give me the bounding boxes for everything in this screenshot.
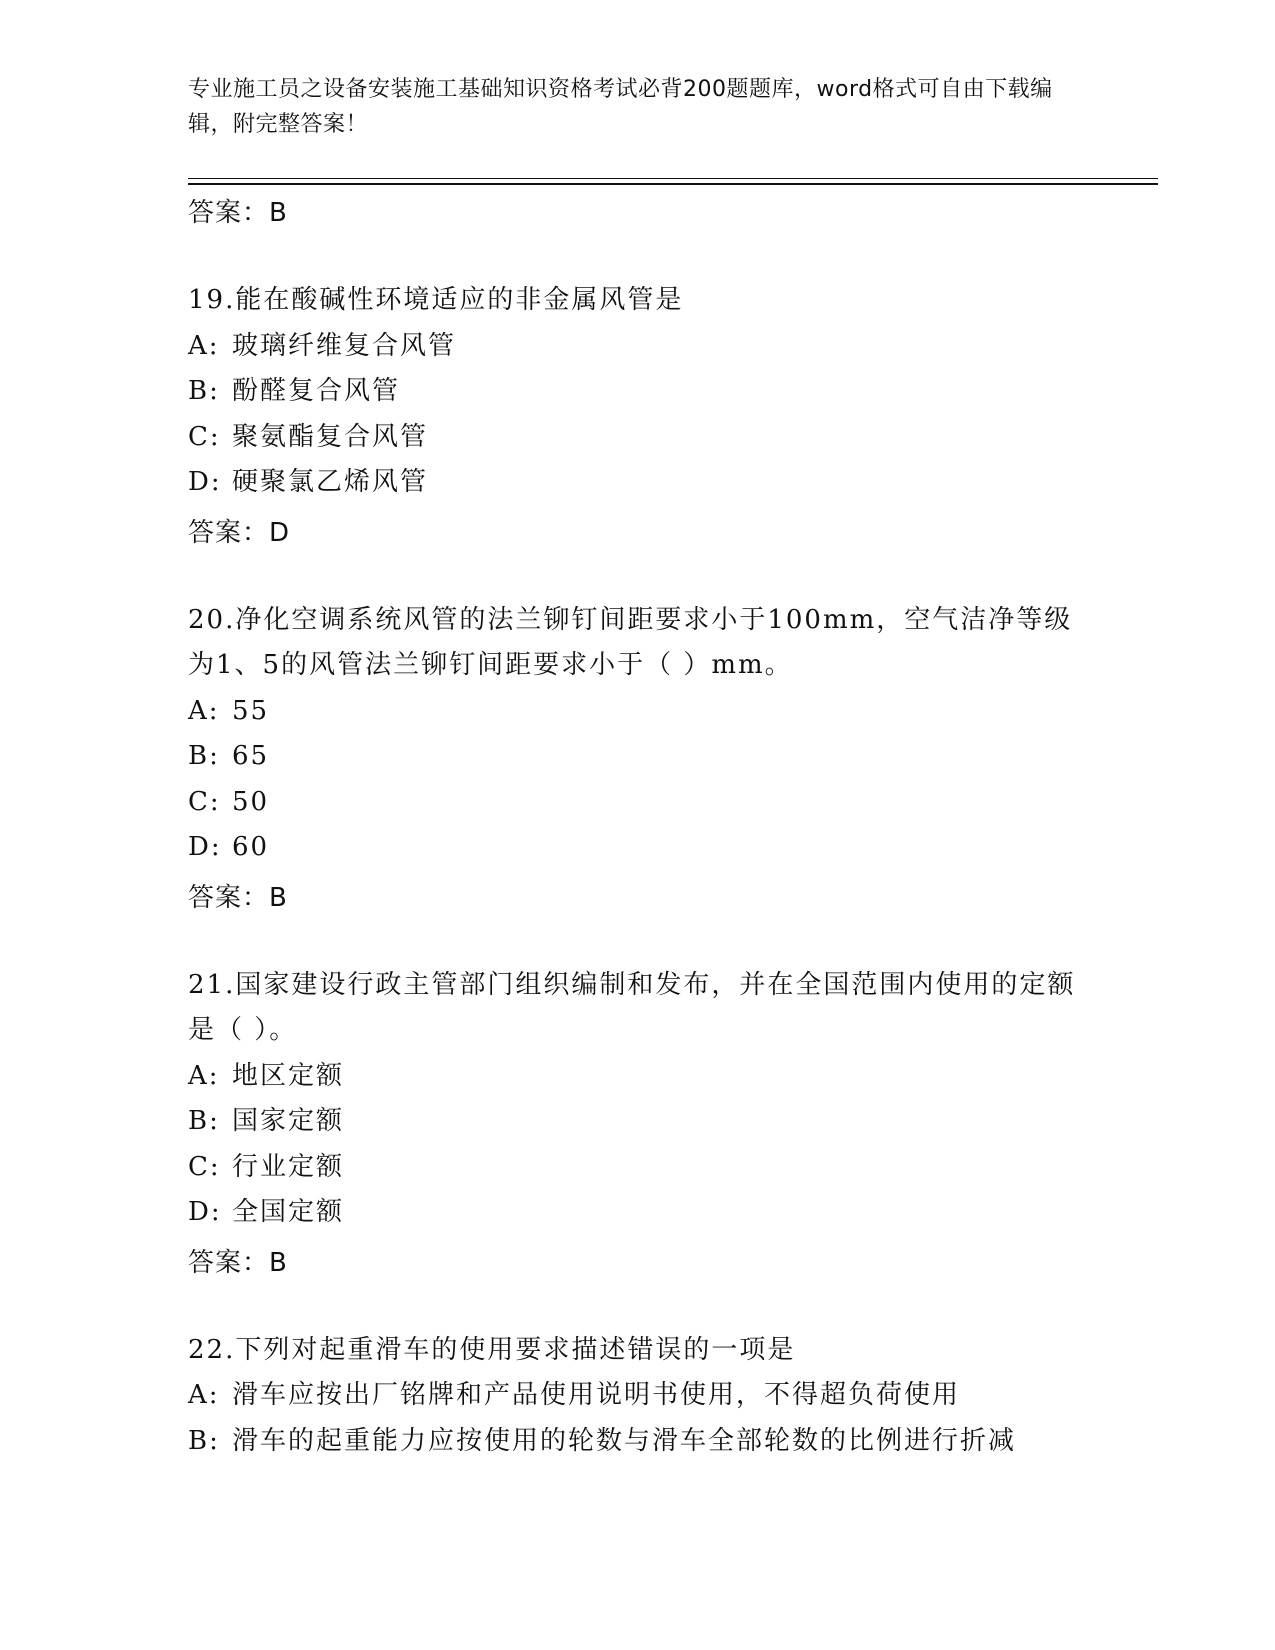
option-text: 全国定额 <box>232 1197 345 1227</box>
option-key: A: <box>188 1380 220 1410</box>
document-header: 专业施工员之设备安装施工基础知识资格考试必背200题题库，word格式可自由下载编辑，附完整答案！ <box>188 77 1053 137</box>
option-key: D: <box>188 467 222 497</box>
question-list <box>188 186 1088 1464</box>
option-a <box>188 1054 1088 1100</box>
option-text: 滑车应按出厂铭牌和产品使用说明书使用，不得超负荷使用 <box>232 1380 961 1410</box>
option-text: 玻璃纤维复合风管 <box>232 330 457 361</box>
option-text: 国家定额 <box>232 1106 345 1136</box>
answer-line: 答案：B <box>188 882 288 913</box>
option-key: A: <box>188 1060 220 1091</box>
option-d <box>188 460 1088 506</box>
option-key: B: <box>188 1425 220 1456</box>
option-key: C: <box>188 1151 221 1182</box>
option-text: 硬聚氯乙烯风管 <box>232 467 429 497</box>
question-block <box>188 278 1088 560</box>
answer-line: 答案：B <box>188 1247 288 1278</box>
option-d <box>188 825 1088 871</box>
option-key: B: <box>188 376 220 406</box>
option-text: 滑车的起重能力应按使用的轮数与滑车全部轮数的比例进行折减 <box>232 1425 1017 1456</box>
question-text: 22.下列对起重滑车的使用要求描述错误的一项是 <box>188 1334 796 1365</box>
option-text: 55 <box>232 695 270 726</box>
question-text: 21.国家建设行政主管部门组织编制和发布，并在全国范围内使用的定额是（ ）。 <box>188 969 1076 1045</box>
option-a <box>188 689 1088 735</box>
header-divider <box>188 178 1158 185</box>
option-b <box>188 734 1088 780</box>
option-key: D: <box>188 1197 222 1227</box>
option-key: C: <box>188 421 221 452</box>
option-text: 65 <box>232 741 270 771</box>
option-b <box>188 1099 1088 1145</box>
option-text: 地区定额 <box>232 1060 345 1091</box>
option-key: A: <box>188 330 220 361</box>
option-key: D: <box>188 832 222 862</box>
option-a <box>188 324 1088 370</box>
option-a <box>188 1373 1088 1419</box>
question-block <box>188 1328 1088 1465</box>
option-key: C: <box>188 786 221 817</box>
option-c <box>188 780 1088 826</box>
option-text: 酚醛复合风管 <box>232 376 401 406</box>
answer-line: 答案：B <box>188 198 288 228</box>
question-block <box>188 963 1088 1290</box>
option-c <box>188 415 1088 461</box>
question-text: 20.净化空调系统风管的法兰铆钉间距要求小于100mm，空气洁净等级为1、5的风管法兰铆钉间距要求小于（ ）mm。 <box>188 604 1073 680</box>
option-key: B: <box>188 741 220 771</box>
option-text: 行业定额 <box>232 1151 345 1182</box>
option-key: A: <box>188 695 220 726</box>
question-block <box>188 598 1088 925</box>
option-text: 聚氨酯复合风管 <box>232 421 429 452</box>
option-text: 60 <box>232 832 270 862</box>
option-key: B: <box>188 1106 220 1136</box>
option-b <box>188 369 1088 415</box>
option-d <box>188 1190 1088 1236</box>
option-text: 50 <box>232 786 270 817</box>
option-c <box>188 1145 1088 1191</box>
answer-line: 答案：D <box>188 517 291 548</box>
question-text: 19.能在酸碱性环境适应的非金属风管是 <box>188 285 684 315</box>
option-b <box>188 1419 1088 1465</box>
